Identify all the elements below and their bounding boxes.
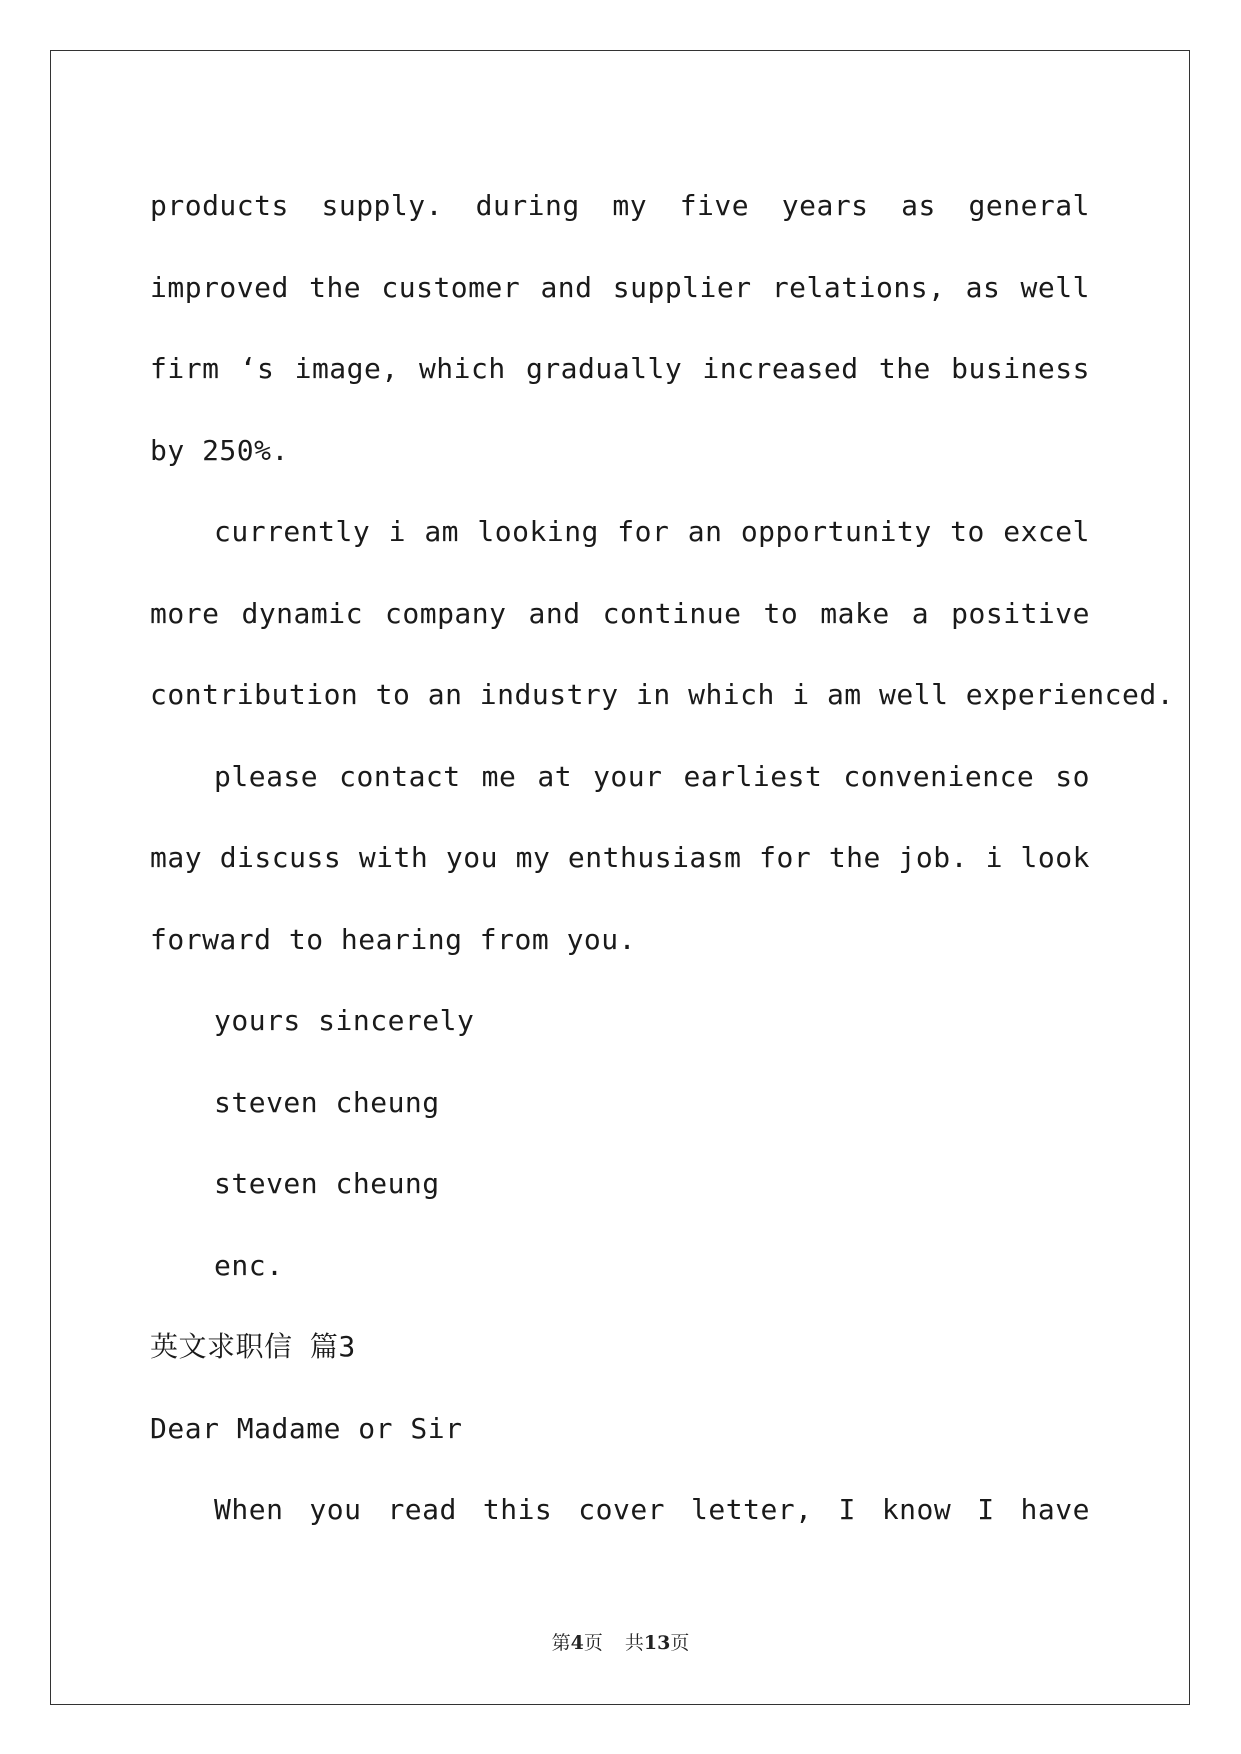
text-line: improved the customer and supplier relations, as well	[150, 270, 1090, 304]
salutation: Dear Madame or Sir	[150, 1411, 463, 1445]
total-label-suffix: 页	[670, 1632, 690, 1654]
text-line: currently i am looking for an opportunity to excel	[214, 515, 1090, 548]
text-line: may discuss with you my enthusiasm for the job. i look	[150, 841, 1090, 874]
text-line: more dynamic company and continue to make a positive	[150, 596, 1090, 630]
text-line: please contact me at your earliest convenience so	[214, 759, 1090, 793]
text-line: products supply. during my five years as general	[150, 189, 1090, 222]
text-line: forward to hearing from you.	[150, 922, 637, 956]
page-footer	[0, 1628, 1241, 1655]
text-line: by 250%.	[150, 433, 289, 467]
total-pages: 13	[643, 1632, 671, 1654]
signature-name: steven cheung	[214, 1167, 440, 1200]
text-line: firm ‘s image, which gradually increased the business	[150, 352, 1090, 385]
text-line: contribution to an industry in which i am well experienced.	[150, 678, 1175, 711]
page-label-prefix: 第	[551, 1632, 571, 1654]
page-label-suffix: 页	[583, 1632, 603, 1654]
document-body	[150, 165, 1175, 1551]
enclosure-note: enc.	[214, 1248, 284, 1282]
closing-line: yours sincerely	[214, 1004, 475, 1037]
section-heading: 英文求职信 篇3	[150, 1330, 356, 1363]
text-line: When you read this cover letter, I know I have	[214, 1493, 1090, 1526]
signature-name: steven cheung	[214, 1085, 440, 1119]
total-label-prefix: 共	[624, 1632, 644, 1654]
page-number: 4	[570, 1632, 584, 1654]
